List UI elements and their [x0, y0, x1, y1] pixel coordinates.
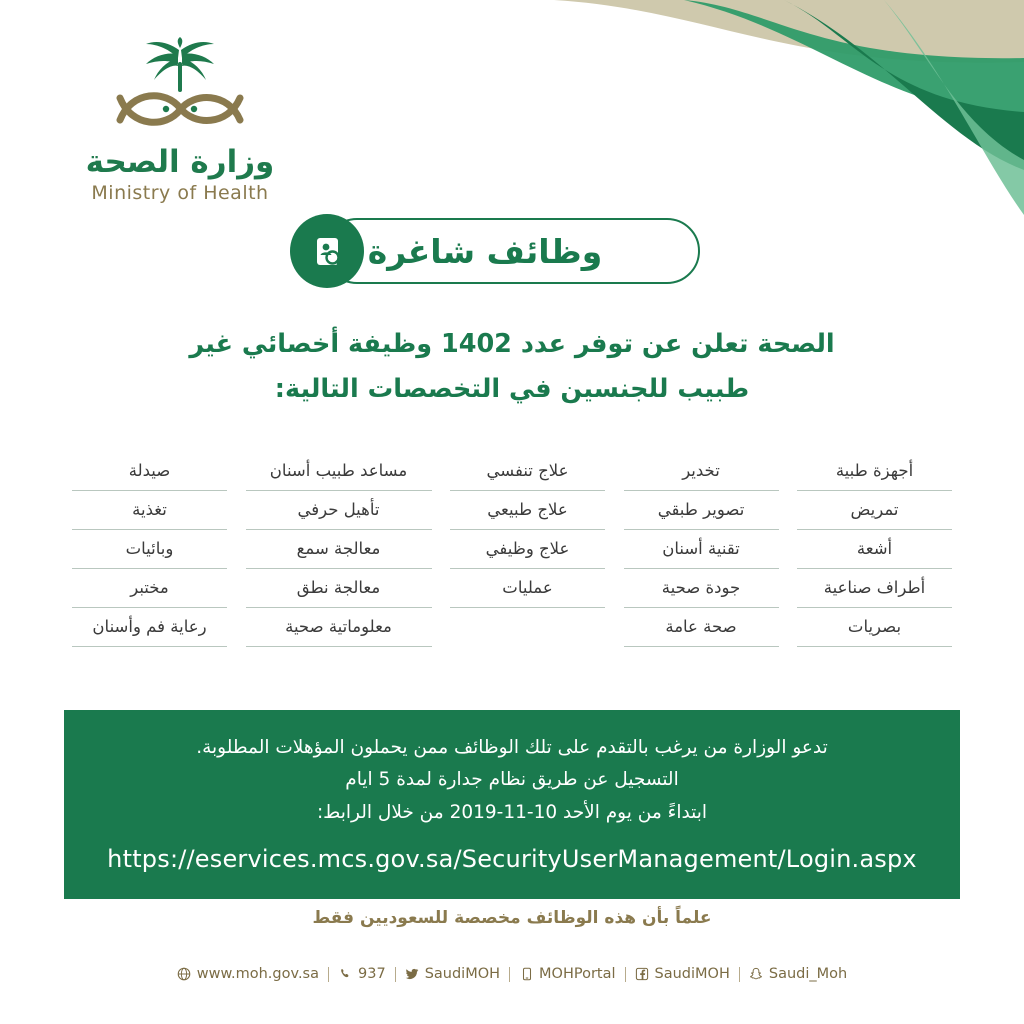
logo-title-ar: وزارة الصحة: [85, 144, 275, 180]
footer-social-bar: [0, 966, 1024, 982]
footer-item-twitter[interactable]: [396, 966, 509, 982]
snapchat-icon: [749, 967, 764, 982]
info-line-1: تدعو الوزارة من يرغب بالتقدم على تلك الوظائف ممن يحملون المؤهلات المطلوبة.: [196, 737, 828, 758]
specialty-cell: تقنية أسنان: [624, 530, 779, 569]
specialty-cell: أشعة: [797, 530, 952, 569]
specialty-cell: تأهيل حرفي: [246, 491, 432, 530]
facebook-icon: [635, 967, 650, 982]
specialty-cell: تمريض: [797, 491, 952, 530]
specialty-cell: مساعد طبيب أسنان: [246, 452, 432, 491]
application-link[interactable]: https://eservices.mcs.gov.sa/SecurityUserManagement/Login.aspx: [107, 845, 917, 874]
specialty-cell: مختبر: [72, 569, 227, 608]
application-info-box: [64, 710, 960, 899]
specialty-cell: تصوير طبقي: [624, 491, 779, 530]
specialty-cell: علاج وظيفي: [450, 530, 605, 569]
headline: [120, 322, 904, 413]
specialty-cell: تخدير: [624, 452, 779, 491]
ministry-logo: [60, 34, 300, 204]
specialty-cell: جودة صحية: [624, 569, 779, 608]
headline-line-1: الصحة تعلن عن توفر عدد 1402 وظيفة أخصائي غير: [189, 329, 835, 359]
footer-item-facebook[interactable]: [626, 966, 739, 982]
decorative-swoosh: [384, 0, 1024, 250]
phone-icon: [338, 967, 353, 982]
twitter-icon: [405, 967, 420, 982]
id-card-search-icon: [290, 214, 364, 288]
specialty-column-1: [797, 452, 952, 647]
title-pill-wrapper: [0, 218, 1024, 284]
specialty-cell-empty: [450, 608, 605, 646]
footer-label: SaudiMOH: [654, 966, 730, 982]
specialty-cell: رعاية فم وأسنان: [72, 608, 227, 647]
footer-label: Saudi_Moh: [768, 966, 848, 982]
vacancy-title-text: وظائف شاغرة: [367, 231, 603, 271]
specialty-cell: معلوماتية صحية: [246, 608, 432, 647]
specialty-column-2: [624, 452, 779, 647]
footer-label: SaudiMOH: [424, 966, 501, 982]
specialty-cell: عمليات: [450, 569, 605, 608]
footer-label: MOHPortal: [539, 966, 616, 982]
specialty-cell: معالجة سمع: [246, 530, 432, 569]
logo-title-en: Ministry of Health: [91, 182, 269, 204]
specialty-cell: صيدلة: [72, 452, 227, 491]
footer-item-phone[interactable]: [329, 966, 395, 982]
specialty-cell: أطراف صناعية: [797, 569, 952, 608]
eligibility-note: علماً بأن هذه الوظائف مخصصة للسعوديين فقط: [312, 908, 712, 928]
vacancy-title-pill: [324, 218, 701, 284]
specialty-cell: معالجة نطق: [246, 569, 432, 608]
globe-icon: [177, 967, 192, 982]
footer-item-website[interactable]: [168, 966, 328, 982]
footer-label: www.moh.gov.sa: [196, 966, 319, 982]
specialty-cell: بصريات: [797, 608, 952, 647]
app-icon: [519, 967, 534, 982]
specialty-column-3: [450, 452, 605, 647]
specialties-grid: [72, 452, 952, 647]
headline-line-2: طبيب للجنسين في التخصصات التالية:: [274, 374, 750, 405]
specialty-column-4: [246, 452, 432, 647]
info-line-2: التسجيل عن طريق نظام جدارة لمدة 5 ايام: [345, 769, 679, 791]
specialty-column-5: [72, 452, 227, 647]
footer-item-app[interactable]: [510, 966, 625, 982]
specialty-cell: علاج طبيعي: [450, 491, 605, 530]
palm-swords-logo-icon: [80, 34, 280, 134]
specialty-cell: تغذية: [72, 491, 227, 530]
footer-item-snapchat[interactable]: [740, 966, 856, 982]
specialty-cell: وبائيات: [72, 530, 227, 569]
specialty-cell: صحة عامة: [624, 608, 779, 647]
specialty-cell: أجهزة طبية: [797, 452, 952, 491]
specialty-cell: علاج تنفسي: [450, 452, 605, 491]
info-line-3: ابتداءً من يوم الأحد 10-11-2019 من خلال الرابط:: [316, 801, 708, 823]
footer-label: 937: [358, 966, 386, 982]
